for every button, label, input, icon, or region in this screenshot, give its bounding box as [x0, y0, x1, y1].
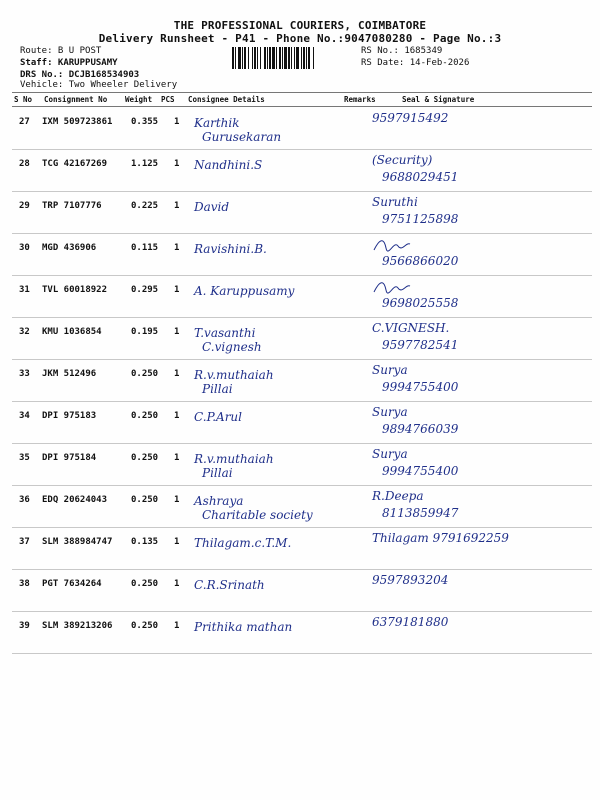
signature-line1: (Security) — [372, 153, 433, 167]
signature-line2: 9698025558 — [382, 296, 459, 310]
consignee-name: R.v.muthaiah — [194, 452, 274, 466]
col-header-remarks: Remarks — [344, 95, 376, 104]
row-pcs: 1 — [174, 159, 180, 169]
row-pcs: 1 — [174, 201, 180, 211]
table-row — [12, 612, 592, 654]
col-header-consignment: Consignment No — [44, 95, 108, 104]
row-consignment-no: PGT 7634264 — [42, 579, 102, 589]
consignee-name-line2: Charitable society — [202, 508, 313, 522]
signature-line2: 9994755400 — [382, 464, 459, 478]
row-weight: 1.125 — [131, 159, 159, 169]
consignee-name: A. Karuppusamy — [194, 284, 295, 298]
consignee-name: Nandhini.S — [194, 158, 263, 172]
consignee-name: Prithika mathan — [194, 620, 293, 634]
row-sno: 30 — [19, 243, 30, 253]
table-row — [12, 276, 592, 318]
row-sno: 33 — [19, 369, 30, 379]
row-pcs: 1 — [174, 285, 180, 295]
row-weight: 0.195 — [131, 327, 159, 337]
row-weight: 0.250 — [131, 369, 159, 379]
runsheet-subtitle: Delivery Runsheet - P41 - Phone No.:9047080280 - Page No.:3 — [98, 32, 502, 45]
signature-scribble — [372, 278, 412, 296]
row-pcs: 1 — [174, 411, 180, 421]
row-pcs: 1 — [174, 243, 180, 253]
row-consignment-no: DPI 975183 — [42, 411, 97, 421]
table-row — [12, 360, 592, 402]
row-weight: 0.355 — [131, 117, 159, 127]
row-pcs: 1 — [174, 621, 180, 631]
drs-number: DRS No.: DCJB168534903 — [20, 70, 140, 80]
consignee-name-line2: Pillai — [202, 466, 233, 480]
consignee-name-line2: C.vignesh — [202, 340, 262, 354]
row-sno: 29 — [19, 201, 30, 211]
row-consignment-no: DPI 975184 — [42, 453, 97, 463]
header-divider-top — [12, 92, 592, 93]
table-row — [12, 108, 592, 150]
col-header-pcs: PCS — [161, 95, 175, 104]
staff-label: Staff: KARUPPUSAMY — [20, 58, 118, 68]
consignee-name: R.v.muthaiah — [194, 368, 274, 382]
consignee-name: Ashraya — [194, 494, 244, 508]
row-weight: 0.250 — [131, 621, 159, 631]
row-sno: 34 — [19, 411, 30, 421]
row-sno: 27 — [19, 117, 30, 127]
consignee-name: C.R.Srinath — [194, 578, 265, 592]
table-row — [12, 486, 592, 528]
table-row — [12, 234, 592, 276]
table-row — [12, 444, 592, 486]
consignee-name: Thilagam.c.T.M. — [194, 536, 292, 550]
signature-line2: 9894766039 — [382, 422, 459, 436]
signature-line1: Surya — [372, 405, 408, 419]
row-pcs: 1 — [174, 327, 180, 337]
row-consignment-no: MGD 436906 — [42, 243, 97, 253]
row-pcs: 1 — [174, 579, 180, 589]
row-weight: 0.295 — [131, 285, 159, 295]
vehicle-label: Vehicle: Two Wheeler Delivery — [20, 80, 178, 90]
rs-date: RS Date: 14-Feb-2026 — [361, 58, 470, 68]
signature-line2: 9597782541 — [382, 338, 459, 352]
row-consignment-no: EDQ 20624043 — [42, 495, 108, 505]
row-weight: 0.250 — [131, 495, 159, 505]
signature-line1: Suruthi — [372, 195, 418, 209]
col-header-seal: Seal & Signature — [402, 95, 475, 104]
table-row — [12, 150, 592, 192]
signature-line1: Surya — [372, 447, 408, 461]
table-row — [12, 402, 592, 444]
signature-line2: 8113859947 — [382, 506, 459, 520]
signature-line2: 9566866020 — [382, 254, 459, 268]
row-weight: 0.225 — [131, 201, 159, 211]
row-sno: 36 — [19, 495, 30, 505]
row-pcs: 1 — [174, 369, 180, 379]
consignee-name-line2: Pillai — [202, 382, 233, 396]
signature-line1: Surya — [372, 363, 408, 377]
route-label: Route: B U POST — [20, 46, 102, 56]
signature-line1: 9597915492 — [372, 111, 449, 125]
row-consignment-no: SLM 389213206 — [42, 621, 113, 631]
row-weight: 0.115 — [131, 243, 159, 253]
signature-line1: R.Deepa — [372, 489, 424, 503]
signature-line2: 9751125898 — [382, 212, 459, 226]
row-pcs: 1 — [174, 453, 180, 463]
rs-number: RS No.: 1685349 — [361, 46, 443, 56]
row-pcs: 1 — [174, 537, 180, 547]
consignee-name: Karthik — [194, 116, 240, 130]
row-sno: 28 — [19, 159, 30, 169]
signature-scribble — [372, 236, 412, 254]
row-weight: 0.250 — [131, 453, 159, 463]
consignee-name: Ravishini.B. — [194, 242, 267, 256]
row-sno: 31 — [19, 285, 30, 295]
row-consignment-no: KMU 1036854 — [42, 327, 102, 337]
row-consignment-no: TVL 60018922 — [42, 285, 108, 295]
consignee-name-line2: Gurusekaran — [202, 130, 282, 144]
col-header-consignee: Consignee Details — [188, 95, 265, 104]
row-consignment-no: SLM 388984747 — [42, 537, 113, 547]
signature-line1: 9597893204 — [372, 573, 449, 587]
col-header-sno: S No — [14, 95, 33, 104]
table-row — [12, 528, 592, 570]
table-row — [12, 318, 592, 360]
row-weight: 0.135 — [131, 537, 159, 547]
row-sno: 37 — [19, 537, 30, 547]
row-consignment-no: IXM 509723861 — [42, 117, 113, 127]
row-weight: 0.250 — [131, 579, 159, 589]
signature-line1: C.VIGNESH. — [372, 321, 450, 335]
row-sno: 32 — [19, 327, 30, 337]
consignee-name: C.P.Arul — [194, 410, 242, 424]
row-consignment-no: TCG 42167269 — [42, 159, 108, 169]
row-sno: 35 — [19, 453, 30, 463]
company-title: THE PROFESSIONAL COURIERS, COIMBATORE — [173, 19, 427, 32]
consignee-name: T.vasanthi — [194, 326, 256, 340]
barcode — [232, 47, 356, 69]
header-divider-bottom — [12, 106, 592, 107]
row-pcs: 1 — [174, 117, 180, 127]
signature-line2: 9994755400 — [382, 380, 459, 394]
row-consignment-no: TRP 7107776 — [42, 201, 102, 211]
signature-line1: Thilagam 9791692259 — [372, 531, 509, 545]
row-pcs: 1 — [174, 495, 180, 505]
signature-line1: 6379181880 — [372, 615, 449, 629]
row-sno: 39 — [19, 621, 30, 631]
row-sno: 38 — [19, 579, 30, 589]
table-row — [12, 570, 592, 612]
consignee-name: David — [194, 200, 230, 214]
row-consignment-no: JKM 512496 — [42, 369, 97, 379]
row-weight: 0.250 — [131, 411, 159, 421]
table-row — [12, 192, 592, 234]
col-header-weight: Weight — [125, 95, 153, 104]
signature-line2: 9688029451 — [382, 170, 459, 184]
